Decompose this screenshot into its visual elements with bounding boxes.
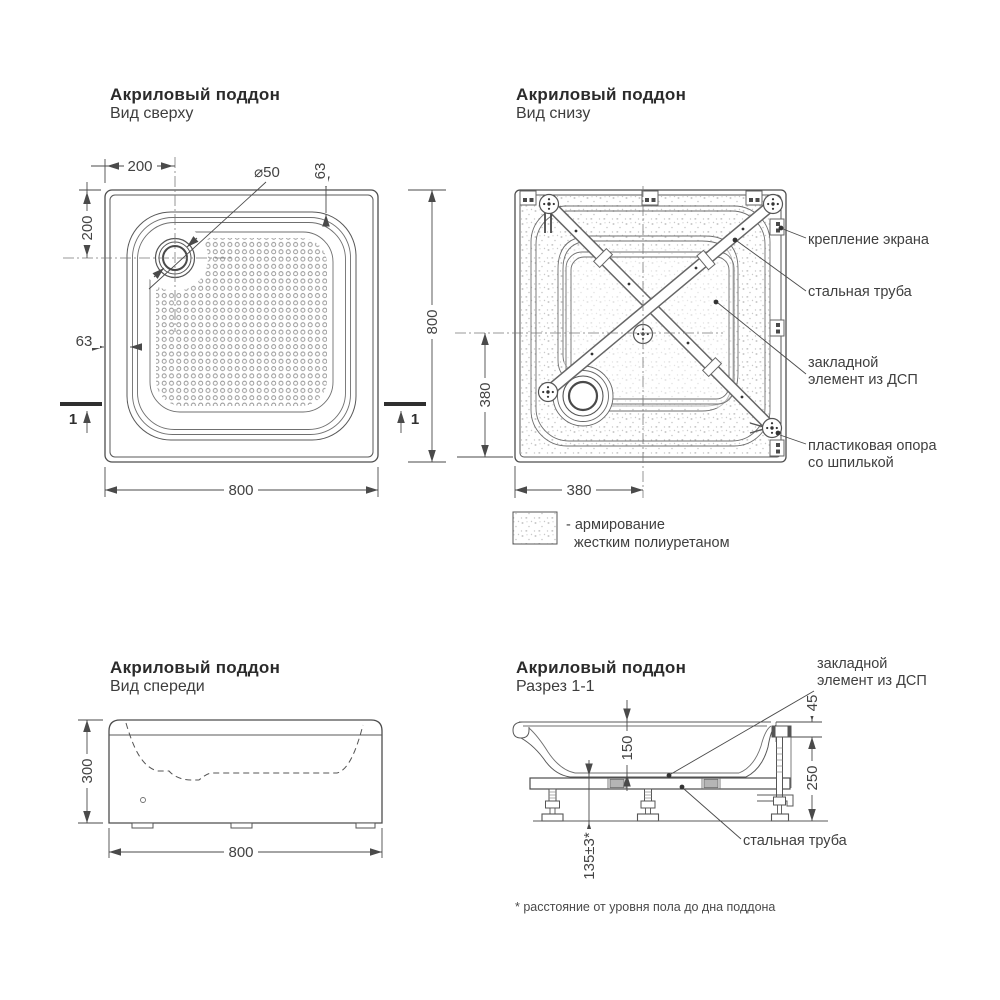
footnote: * расстояние от уровня пола до дна поддона <box>515 900 776 914</box>
legend-line1: - армирование <box>566 517 665 533</box>
legend-swatch <box>513 512 557 544</box>
top-view-title: Акриловый поддон <box>110 85 281 104</box>
label-chipboard-1: закладной <box>808 355 879 371</box>
svg-text:250: 250 <box>804 765 821 791</box>
top-view-drawing <box>60 156 446 499</box>
top-view-subtitle: Вид сверху <box>110 105 194 122</box>
svg-text:1: 1 <box>410 411 420 428</box>
plate <box>540 195 559 214</box>
dim-200-left <box>79 182 101 258</box>
svg-text:150: 150 <box>619 735 636 761</box>
steel-tube-cross-section <box>610 779 624 787</box>
front-view-subtitle: Вид спереди <box>110 678 205 695</box>
dim-250 <box>804 737 821 821</box>
svg-text:1: 1 <box>68 411 78 428</box>
adjustable-feet <box>542 789 659 821</box>
label-plastic-support-1: пластиковая опора <box>808 438 937 454</box>
label-steel-tube: стальная труба <box>808 284 912 300</box>
section-view-subtitle: Разрез 1-1 <box>516 678 595 695</box>
svg-text:135±3*: 135±3* <box>581 832 598 880</box>
bottom-view-subtitle: Вид снизу <box>516 105 591 122</box>
front-view-title: Акриловый поддон <box>110 658 281 677</box>
svg-text:200: 200 <box>127 158 153 175</box>
svg-text:800: 800 <box>228 844 254 861</box>
plate <box>539 383 558 402</box>
svg-text:45: 45 <box>804 694 821 712</box>
bottom-view-title: Акриловый поддон <box>516 85 687 104</box>
svg-text:380: 380 <box>477 382 494 408</box>
label-section-chipboard-1: закладной <box>817 656 888 672</box>
dim-380-left <box>457 333 513 457</box>
svg-text:63: 63 <box>75 333 93 350</box>
label-plastic-support-2: со шпилькой <box>808 455 894 471</box>
svg-text:800: 800 <box>424 309 441 335</box>
dim-800-bottom <box>105 467 378 499</box>
label-section-steel-tube: стальная труба <box>743 833 847 849</box>
svg-text:200: 200 <box>79 215 96 241</box>
section-callouts <box>667 656 927 849</box>
section-view-title: Акриловый поддон <box>516 658 687 677</box>
label-chipboard-2: элемент из ДСП <box>808 372 918 388</box>
hatch-legend <box>513 512 730 551</box>
dim-800-front <box>109 828 382 861</box>
section-mark-right <box>384 404 426 433</box>
bottom-view-drawing <box>455 186 937 551</box>
chipboard-frame <box>530 778 790 789</box>
label-screen-mount: крепление экрана <box>808 232 929 248</box>
svg-text:300: 300 <box>79 758 96 784</box>
section-mark-left <box>60 404 102 433</box>
svg-text:63: 63 <box>312 162 329 180</box>
svg-text:800: 800 <box>228 482 254 499</box>
label-section-chipboard-2: элемент из ДСП <box>817 673 927 689</box>
front-view-drawing <box>78 720 382 861</box>
steel-tube-cross-section <box>704 779 718 787</box>
dim-drain-diameter: ⌀50 <box>254 164 280 181</box>
svg-text:380: 380 <box>566 482 592 499</box>
section-view-drawing <box>513 656 927 914</box>
dim-300-left <box>78 720 103 823</box>
plate <box>764 195 783 214</box>
dim-200-top <box>91 158 175 183</box>
dim-380-bottom <box>515 466 643 499</box>
legend-line2: жестким полиуретаном <box>574 535 730 551</box>
